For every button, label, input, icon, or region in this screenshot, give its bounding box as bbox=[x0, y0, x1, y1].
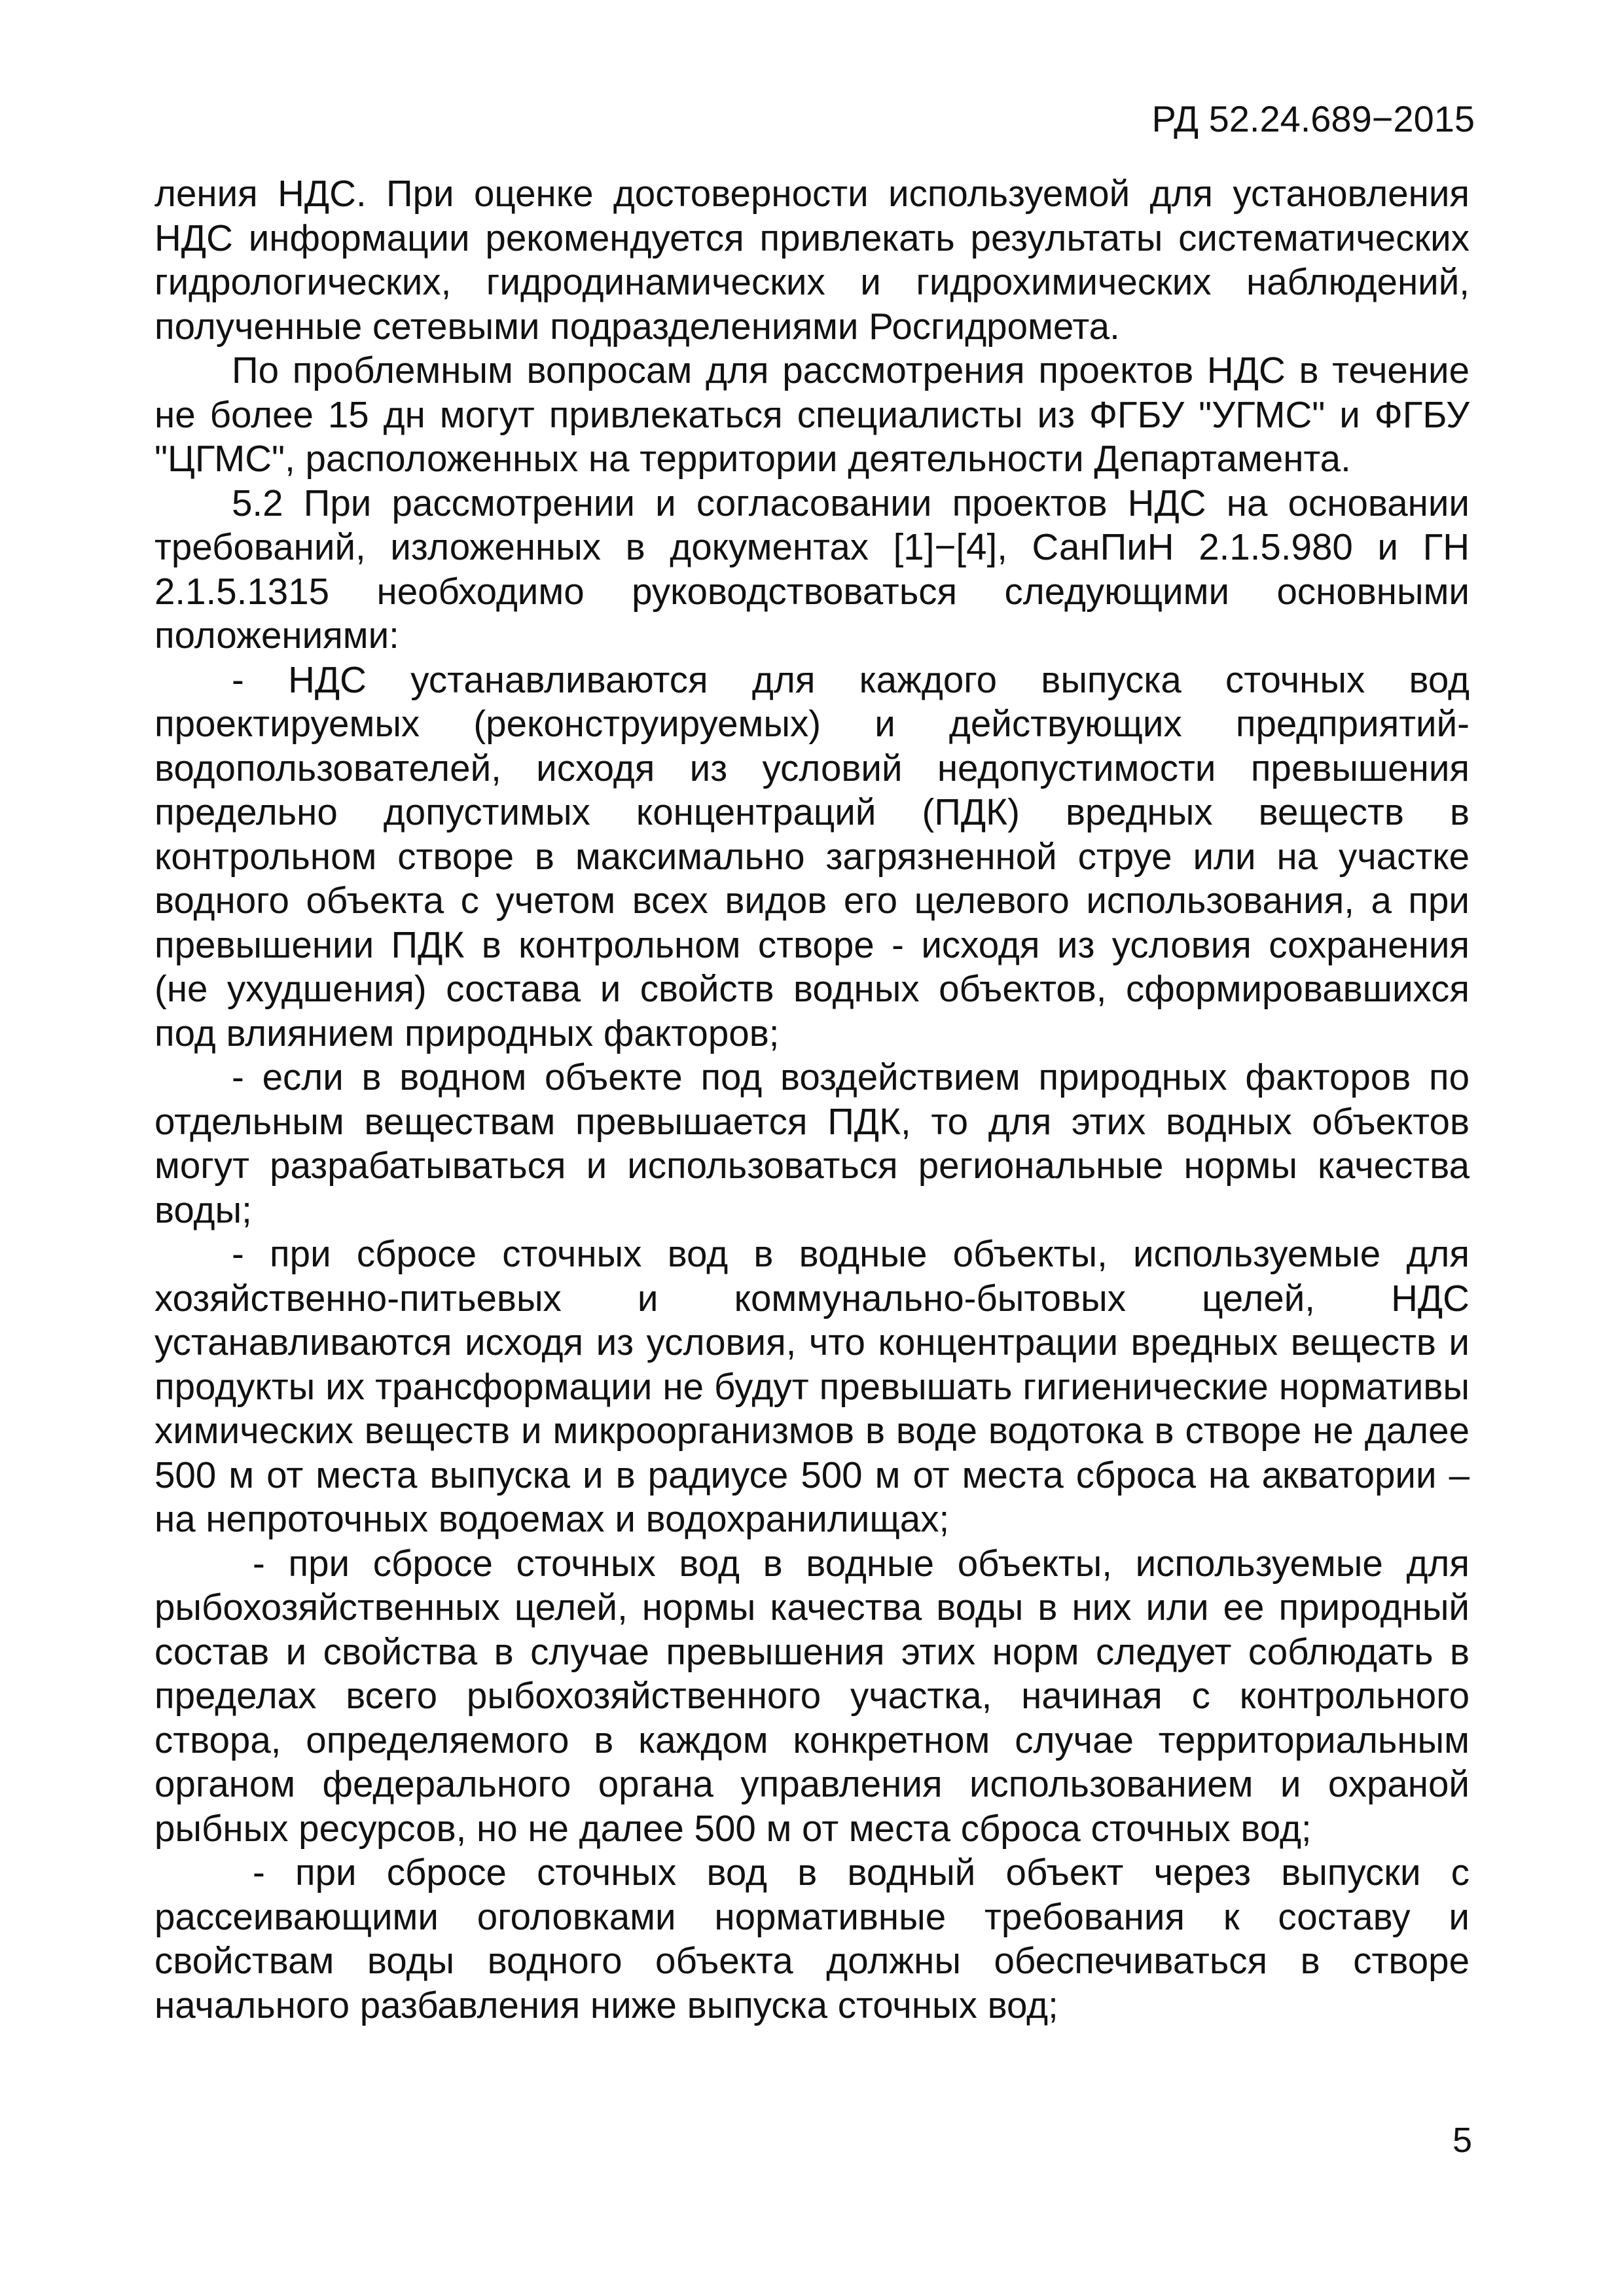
list-item-drinking-water-use: - при сбросе сточных вод в водные объекты, используемые для хозяйственно-питьевых и коммунально-бытовых целей, НДС устанавливаются исходя из условия, что концентрации вредных веществ и продукты их трансформации не будут превышать гигиенические нормативы химических веществ и микроорганизмов в воде водотока в створе не далее 500 м от места выпуска и в радиусе 500 м от места сброса на акватории – на непроточных водоемах и водохранилищах; bbox=[154, 1233, 1470, 1539]
list-item-nds-established: - НДС устанавливаются для каждого выпуска сточных вод проектируемых (реконструируемых) и действующих предприятий-водопользователей, исходя из условий недопустимости превышения предельно допустимых концентраций (ПДК) вредных веществ в контрольном створе в максимально загрязненной струе или на участке водного объекта с учетом всех видов его целевого использования, а при превышении ПДК в контрольном створе - исходя из условия сохранения (не ухудшения) состава и свойств водных объектов, сформировавшихся под влиянием природных факторов; bbox=[154, 658, 1470, 1054]
list-item-fishery-use: - при сбросе сточных вод в водные объекты, используемые для рыбохозяйственных целей, нормы качества воды в них или ее природный состав и свойства в случае превышения этих норм следует соблюдать в пределах всего рыбохозяйственного участка, начиная с контрольного створа, определяемого в каждом конкретном случае территориальным органом федерального органа управления использованием и охраной рыбных ресурсов, но не далее 500 м от места сброса сточных вод; bbox=[154, 1542, 1470, 1849]
paragraph-specialists: По проблемным вопросам для рассмотрения проектов НДС в течение не более 15 дн могут привлекаться специалисты из ФГБУ "УГМС" и ФГБУ "ЦГМС", расположенных на территории деятельности Департамента. bbox=[154, 350, 1470, 479]
page-body bbox=[154, 171, 1470, 2027]
paragraph-section-5-2: 5.2 При рассмотрении и согласовании проектов НДС на основании требований, изложенных в документах [1]−[4], СанПиН 2.1.5.980 и ГН 2.1.5.1315 необходимо руководствоваться следующими основными положениями: bbox=[154, 482, 1470, 656]
document-code: РД 52.24.689−2015 bbox=[1151, 98, 1475, 139]
list-item-dispersing-outlets: - при сбросе сточных вод в водный объект через выпуски с рассеивающими оголовками нормативные требования к составу и свойствам воды водного объекта должны обеспечиваться в створе начального разбавления ниже выпуска сточных вод; bbox=[154, 1852, 1470, 2026]
page-number: 5 bbox=[1452, 2121, 1472, 2160]
paragraph-continuation: ления НДС. При оценке достоверности используемой для установления НДС информации рекомендуется привлекать результаты систематических гидрологических, гидродинамических и гидрохимических наблюдений, полученные сетевыми подразделениями Росгидромета. bbox=[154, 173, 1470, 347]
list-item-regional-norms: - если в водном объекте под воздействием природных факторов по отдельным веществам превышается ПДК, то для этих водных объектов могут разрабатываться и использоваться региональные нормы качества воды; bbox=[154, 1056, 1470, 1230]
